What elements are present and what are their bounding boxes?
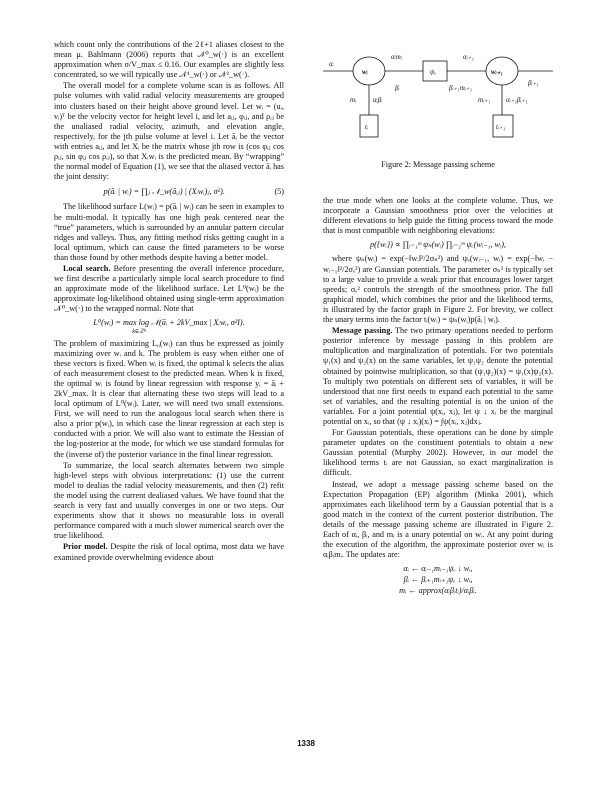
label-alpha-i-beta-i: αᵢβᵢ (373, 96, 383, 104)
figure-caption: Figure 2: Message passing scheme (381, 160, 495, 169)
equation-body: p(āᵢ | wᵢ) = ∏ⱼ 𝒩_w(āᵢⱼ) | (Xᵢwᵢ)ⱼ, σ²). (103, 187, 225, 197)
label-psi-e: ψₑ (430, 68, 437, 76)
paragraph-text: Before presenting the overall inference procedure, we first describe a particularly simple local search procedure to find an approximate mode of the likelihood surface. Let L⁰(wᵢ) be the approximate log-likelihood obtained using single-term approximation 𝒩⁰_w(·) to the wrapped normal. Note that (54, 263, 284, 314)
equation-5 (54, 187, 284, 197)
paragraph-text: The two primary operations needed to perform posterior inference by message passing in this problem are multiplication and marginalization of potentials. For two potentials ψ₁(x) and ψ₂(x) on the same variables, let ψ₁ψ₂ denote the potential obtained by pointwise multiplication, so that (ψ₁ψ₂)(x) = ψ₁(x)ψ₂(x). To multiply two potentials on different sets of variables, it will be understood that one first needs to expand each potential to the same set of variables, and the resulting potential is on the union of the variables. For a joint potential ψ(xᵢ, xⱼ), let ψ ↓ xᵢ be the marginal potential on xᵢ, so that (ψ ↓ xᵢ)(xᵢ) = ∫ψ(xᵢ, xⱼ)dxⱼ. (323, 326, 553, 426)
update-beta: βᵢ ← βᵢ₊₁mᵢ₊₁ψₑ ↓ wᵢ, (403, 575, 473, 585)
paragraph: The likelihood surface L(wᵢ) = p(āᵢ | wᵢ) can be seen in examples to be multi-modal. It typically has one high peak centered near the “true” parameters, which is surrounded by an annular pattern circular ridges and valleys. Thus, any fitting method risks getting caught in a local optimum, which can cause the fitted parameters to be worse than those found by other methods despite having a better model. (54, 202, 284, 262)
paragraph: the true mode when one looks at the complete volume. Thus, we incorporate a Gaussian smoothness prior over the velocities at different elevations to help guide the fitting process toward the mode that is most compatible with neighboring elevations: (323, 196, 553, 236)
label-w-i: wᵢ (362, 68, 368, 76)
label-w-i1: wᵢ₊₁ (491, 68, 503, 76)
label-alpha-i: αᵢ (329, 60, 334, 68)
paragraph: which count only the contributions of the 2ℓ+1 aliases closest to the mean μ. Bahlmann (2006) reports that 𝒩⁰_w(·) is an excellent approximation when σ/V_max ≤ 0.16. Our examples are slightly less concentrated, so we will typically use 𝒩¹_w(·) or 𝒩²_w(·). (54, 40, 284, 80)
label-alpha-i-m-i: αᵢmᵢ (391, 53, 402, 61)
paragraph-heading: Local search. (63, 263, 111, 273)
paragraph: Instead, we adopt a message passing scheme based on the Expectation Propagation (EP) algorithm (Minka 2001), which approximates each likelihood term by a Gaussian potential that is a good match in the context of the current posterior distribution. The details of the message passing scheme are illustrated in Figure 2. Each of αᵢ, βᵢ, and mᵢ is a unary potential on wᵢ. At any point during the execution of the algorithm, the approximate posterior over wᵢ is αᵢβᵢmᵢ. The updates are: (323, 479, 553, 560)
label-m-i1: mᵢ₊₁ (478, 96, 491, 104)
paragraph-heading: Prior model. (63, 542, 108, 552)
variable-node-w-i (353, 57, 385, 85)
label-m-i: mᵢ (350, 96, 357, 104)
right-column (323, 196, 553, 596)
paragraph-text: Despite the risk of local optima, most data we have examined provide overwhelming evidence about (54, 542, 285, 562)
update-alpha: αᵢ ← αᵢ₋₁mᵢ₋₁ψₑ ↓ wᵢ, (403, 564, 473, 574)
equation-number: (5) (274, 187, 284, 197)
equation-body: L⁰(wᵢ) = max log 𝒩(āᵢ + 2kV_max | Xᵢwᵢ, σ²I). (93, 318, 245, 328)
paragraph (54, 542, 284, 562)
left-column (54, 40, 284, 564)
equation-subscript: k∈ℤⁿ (132, 328, 146, 335)
label-t-i: tᵢ (365, 123, 369, 131)
paragraph: The overall model for a complete volume scan is as follows. All pulse volumes with valid radial velocity measurements are grouped into clusters based on their height above ground level. Let wᵢ = (uᵢ, vᵢ)ᵀ be the velocity vector for height level i, and let aᵢⱼ, φᵢⱼ, and ρᵢⱼ be the unaliased radial velocity, azimuth, and elevation angle, respectively, for the jth pulse volume at level i. Let āᵢ be the vector with entries aᵢⱼ, and let Xᵢ be the matrix whose jth row is (cos φᵢⱼ cos ρᵢⱼ, sin φᵢⱼ cos ρᵢⱼ), so that Xᵢwᵢ is the predicted mean. By “wrapping” the normal model of Equation (1), we see that the aliased vector āᵢ has the joint density: (54, 81, 284, 182)
paragraph: The problem of maximizing L₀(wᵢ) can thus be expressed as jointly maximizing over wᵢ and k. The problem is easy when either one of these vectors is fixed. When wᵢ is fixed, the optimal k selects the alias of each measurement closest to the predicted mean. When k is fixed, the optimal wᵢ is found by linear regression with response yᵢ = āᵢ + 2kV_max. It is clear that alternating these two steps will lead to a local optimum of L⁰(wᵢ). Later, we will need two small extensions. First, we will need to run the analogous local search when there is also a prior p(wᵢ), in which case the linear regression at each step is conducted with a prior. We will also want to estimate the Hessian of the log-posterior at the mode, for which we use standard formulas for the (inverse of) the posterior variance in the final linear regression. (54, 338, 284, 459)
label-t-i1: tᵢ₊₁ (496, 123, 506, 131)
paragraph-heading: Message passing. (332, 326, 393, 336)
label-alpha-i1: αᵢ₊₁ (463, 53, 474, 61)
label-beta-i1-m-i1: βᵢ₊₁mᵢ₊₁ (449, 84, 473, 92)
equation-7: p({wᵢ}) ∝ ∏ᵢ₌₁ᵐ ψₙ(wᵢ) ∏ᵢ₌₂ᵐ ψₑ(wᵢ₋₁, wᵢ), (370, 240, 506, 250)
equation-6 (54, 318, 284, 334)
update-equations (323, 563, 553, 596)
paragraph: For Gaussian potentials, these operations can be done by simple parameter updates on the constituent potentials to obtain a new Gaussian potential (Murphy 2002). However, in our model the likelihood terms tᵢ are not Gaussian, so exact marginalization is difficult. (323, 428, 553, 478)
label-alpha-i1-beta-i1: αᵢ₊₁βᵢ₊₁ (506, 96, 528, 104)
update-m: mᵢ ← approx(αᵢβᵢtᵢ)/αᵢβᵢ. (399, 586, 477, 596)
label-beta-i1: βᵢ₊₁ (528, 79, 539, 87)
label-beta-i: βᵢ (395, 84, 400, 92)
paragraph (54, 264, 284, 314)
paragraph: To summarize, the local search alternates between two simple high-level steps with obvious interpretations: (1) use the current model to dealias the radial velocity measurements, and then (2) refit the model using the current dealiased values. We have found that the search is very fast and usually converges in one or two steps. Our experiments show that it shows no measurable loss in overall performance compared with a much slower numerical search over the true likelihood. (54, 460, 284, 541)
factor-node-t-i (360, 115, 378, 137)
paragraph: where ψₙ(wᵢ) = exp(−‖wᵢ‖²/2σₙ²) and ψₑ(wᵢ₋₁, wᵢ) = exp(−‖wᵢ − wᵢ₋₁‖²/2σₑ²) are Gaussian potentials. The parameter σₙ² is typically set to a large value to provide a weak prior that encourages lower target speeds; σₑ² controls the strength of the smoothness prior. The full graphical model, which combines the prior and the likelihood terms, is illustrated by the factor graph in Figure 2. For brevity, we collect the unary terms into the factor tᵢ(wᵢ) = ψₙ(wᵢ)p(āᵢ | wᵢ). (323, 254, 553, 325)
page-number: 1338 (297, 739, 315, 748)
paragraph (323, 326, 553, 427)
